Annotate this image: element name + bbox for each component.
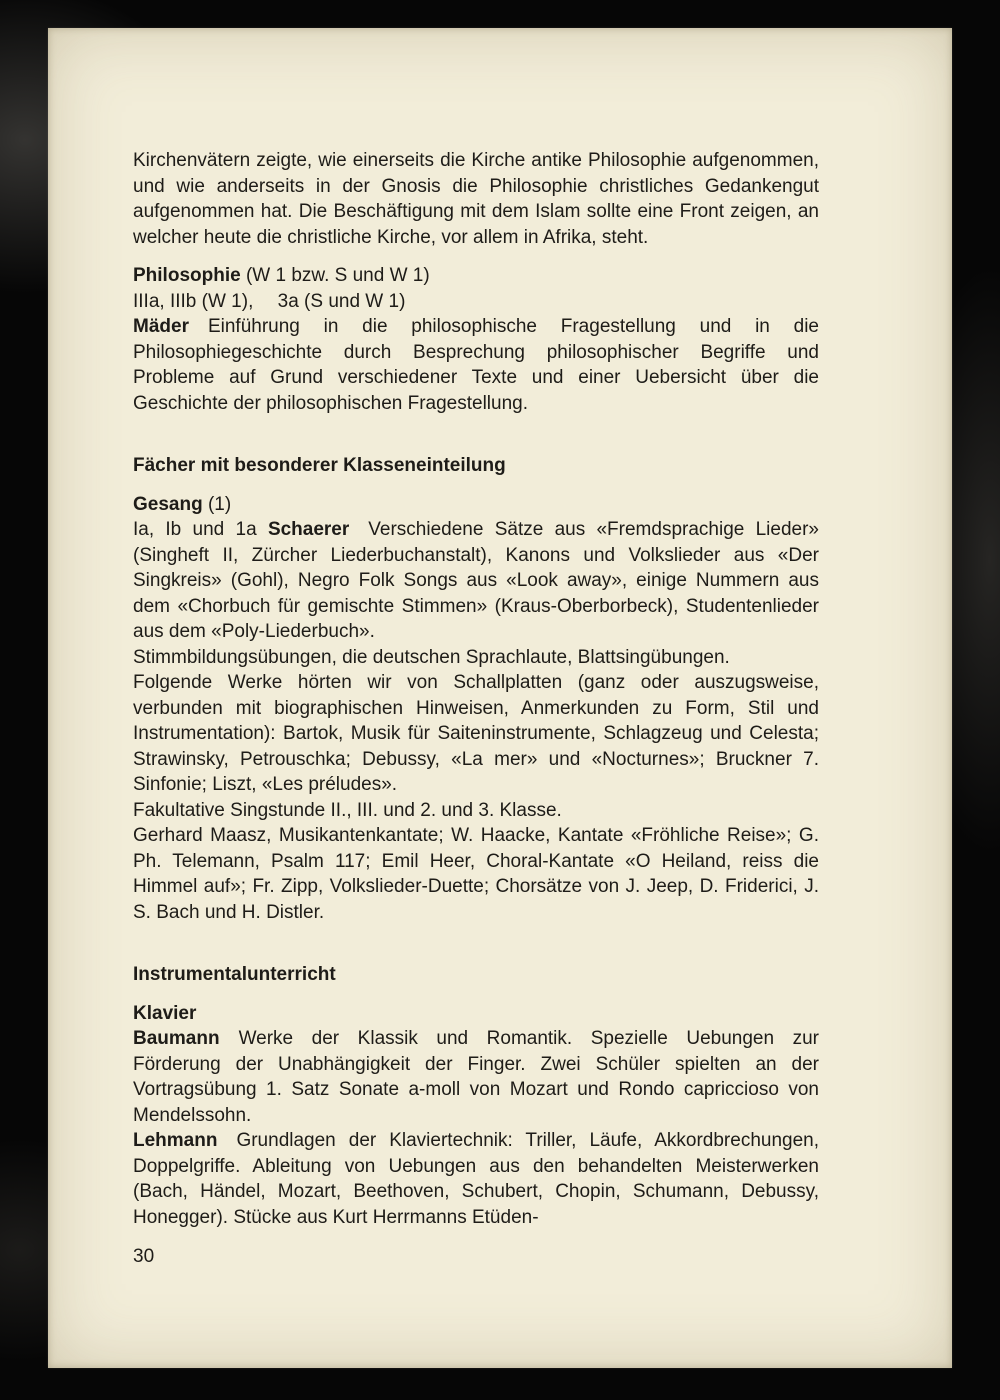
text-run: (1)	[202, 493, 232, 515]
paragraph	[133, 670, 819, 798]
document-page	[48, 28, 952, 1368]
section-heading	[133, 453, 819, 479]
bold-text-run: Klavier	[133, 1002, 197, 1024]
bold-text-run: Philosophie	[133, 265, 241, 286]
paragraph	[133, 645, 819, 671]
class-line	[133, 289, 819, 315]
text-run: Stimmbildungsübungen, die deutschen Sprachlaute, Blattsingübungen.	[133, 646, 730, 668]
bold-text-run: Lehmann	[133, 1130, 218, 1151]
paragraph	[133, 823, 819, 925]
paragraph	[133, 314, 819, 416]
text-run: Einführung in die philosophische Fragestellung und in die Philosophiegeschichte durch Besprechung philosophischer Begriffe und Probleme auf Grund verschiedener Texte und einer Uebersicht über die Geschichte der philosophischen Fragestellung.	[133, 316, 819, 414]
subheading	[133, 263, 819, 289]
bold-text-run: Mäder	[133, 316, 189, 337]
bold-text-run: Instrumentalunterricht	[133, 964, 336, 985]
text-run: IIIa, IIIb (W 1), 3a (S und W 1)	[133, 290, 406, 312]
text-run: Ia, Ib und 1a	[133, 519, 268, 540]
subheading	[133, 1001, 819, 1027]
bold-text-run: Gesang	[133, 493, 203, 515]
paragraph	[133, 148, 819, 250]
section-heading	[133, 962, 819, 988]
paragraph	[133, 517, 819, 645]
page-number: 30	[133, 1246, 155, 1267]
text-run: Folgende Werke hörten wir von Schallplatten (ganz oder auszugsweise, verbunden mit biographischen Hinweisen, Anmerkunden zu Form, Stil und Instrumentation): Bartok, Musik für Saiteninstrumente, Schlagzeug und Celesta; Strawinsky, Petrouschka; Debussy, «La mer» und «Nocturnes»; Bruckner 7. Sinfonie; Liszt, «Les préludes».	[133, 672, 819, 795]
text-column	[133, 148, 819, 1230]
bold-text-run: Baumann	[133, 1028, 220, 1049]
text-run: (W 1 bzw. S und W 1)	[240, 265, 430, 286]
text-run: Kirchenvätern zeigte, wie einerseits die Kirche antike Philosophie aufgenommen, und wie anderseits in der Gnosis die Philosophie christliches Gedankengut aufgenommen hat. Die Beschäftigung mit dem Islam sollte eine Front zeigen, an welcher heute die christliche Kirche, vor allem in Afrika, steht.	[133, 150, 819, 248]
paragraph	[133, 1128, 819, 1230]
page-content	[133, 148, 819, 1270]
text-run: Gerhard Maasz, Musikantenkantate; W. Haacke, Kantate «Fröhliche Reise»; G. Ph. Telemann, Psalm 117; Emil Heer, Choral-Kantate «O Heiland, reiss die Himmel auf»; Fr. Zipp, Volkslieder-Duette; Chorsätze von J. Jeep, D. Friderici, J. S. Bach und H. Distler.	[133, 825, 819, 923]
bold-text-run: Schaerer	[267, 519, 350, 540]
subheading	[133, 492, 819, 518]
text-run: Grundlagen der Klaviertechnik: Triller, Läufe, Akkordbrechungen, Doppelgriffe. Ableitung von Uebungen aus den behandelten Meisterwerken (Bach, Händel, Mozart, Beethoven, Schubert, Chopin, Schumann, Debussy, Honegger). Stücke aus Kurt Herrmanns Etüden-	[133, 1130, 819, 1228]
bold-text-run: Fächer mit besonderer Klasseneinteilung	[133, 455, 506, 476]
text-run: Verschiedene Sätze aus «Fremdsprachige Lieder» (Singheft II, Zürcher Liederbuchanstalt), Kanons und Volkslieder aus «Der Singkreis» (Gohl), Negro Folk Songs aus «Look away», einige Nummern aus dem «Chorbuch für gemischte Stimmen» (Kraus-Oberborbeck), Studentenlieder aus dem «Poly-Liederbuch».	[133, 519, 819, 642]
paragraph	[133, 798, 819, 824]
paragraph	[133, 1026, 819, 1128]
text-run: Werke der Klassik und Romantik. Spezielle Uebungen zur Förderung der Unabhängigkeit der Finger. Zwei Schüler spielten an der Vortragsübung 1. Satz Sonate a-moll von Mozart und Rondo capriccioso von Mendelssohn.	[133, 1028, 819, 1126]
text-run: Fakultative Singstunde II., III. und 2. und 3. Klasse.	[133, 799, 562, 821]
